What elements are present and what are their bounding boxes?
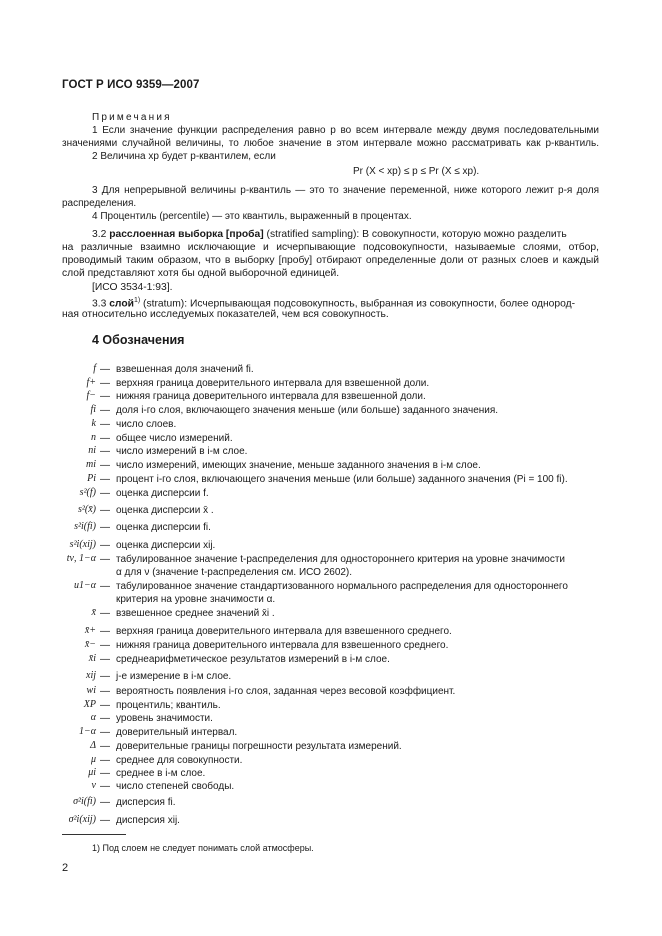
- symbol-definition: взвешенная доля значений fi.: [116, 364, 254, 375]
- symbol-definition: оценка дисперсии f.: [116, 488, 209, 499]
- symbol-dash: —: [100, 522, 110, 533]
- symbol-definition: критерия на уровне значимости α.: [116, 594, 276, 605]
- symbol-definition: оценка дисперсии xij.: [116, 540, 216, 551]
- symbol-definition: взвешенное среднее значений x̄i .: [116, 608, 275, 619]
- symbol-dash: —: [100, 686, 110, 697]
- symbol-dash: —: [100, 405, 110, 416]
- symbol-term: x̄−: [84, 639, 96, 650]
- note-4: 4 Процентиль (percentile) — это квантиль, выраженный в процентах.: [92, 211, 412, 222]
- symbol-dash: —: [100, 626, 110, 637]
- symbol-dash: —: [100, 433, 110, 444]
- symbol-definition: вероятность появления i-го слоя, заданная через весовой коэффициент.: [116, 686, 456, 697]
- symbol-definition: табулированное значение стандартизованного нормального распределения для одностороннего: [116, 581, 568, 592]
- symbol-term: α: [90, 712, 96, 723]
- document-header: ГОСТ Р ИСО 9359—2007: [62, 79, 200, 91]
- symbol-dash: —: [100, 700, 110, 711]
- symbol-definition: нижняя граница доверительного интервала для взвешенной доли.: [116, 391, 426, 402]
- section-heading: 4 Обозначения: [92, 333, 185, 347]
- symbol-dash: —: [100, 505, 110, 516]
- symbol-definition: среднеарифметическое результатов измерений в i-м слое.: [116, 654, 390, 665]
- symbol-definition: общее число измерений.: [116, 433, 233, 444]
- symbol-dash: —: [100, 581, 110, 592]
- symbol-definition: число измерений в i-м слое.: [116, 446, 248, 457]
- definition-3-2-line-3: проводимый таким образом, что в выборку [пробу] отбирают определенные доли от разных слоев и каждый: [62, 255, 599, 266]
- symbol-term: Δ: [90, 740, 96, 751]
- note-1-line-2: значениями случайной величины, то любое значение в этом интервале можно рассматривать как p-квантиль.: [62, 138, 599, 149]
- symbol-definition: доля i-го слоя, включающего значения меньше (или больше) заданного значения.: [116, 405, 499, 416]
- symbol-dash: —: [100, 727, 110, 738]
- symbol-term: tν, 1−α: [66, 553, 96, 564]
- symbol-dash: —: [100, 446, 110, 457]
- symbol-term: s²i(fi): [74, 521, 96, 532]
- symbol-dash: —: [100, 488, 110, 499]
- definition-3-3-line-2: ная относительно исследуемых показателей, чем вся совокупность.: [62, 309, 389, 320]
- symbol-dash: —: [100, 741, 110, 752]
- symbol-dash: —: [100, 460, 110, 471]
- symbol-term: x̄i: [88, 653, 96, 664]
- term-stratum: слой: [109, 298, 134, 310]
- symbol-definition: число степеней свободы.: [116, 781, 235, 792]
- symbol-term: σ²i(xij): [68, 814, 96, 825]
- symbol-definition: уровень значимости.: [116, 713, 213, 724]
- symbol-term: σ²i(fi): [73, 796, 96, 807]
- symbol-dash: —: [100, 815, 110, 826]
- symbol-term: wi: [86, 685, 96, 696]
- symbol-dash: —: [100, 474, 110, 485]
- note-1-line-1: 1 Если значение функции распределения равно p во всем интервале между двумя последовательными: [92, 125, 599, 136]
- symbol-term: n: [91, 432, 96, 443]
- definition-3-2-line-2: на различные взаимно исключающие и исчерпывающие подсовокупности, называемые слоями, отбор,: [62, 242, 599, 253]
- symbol-term: x̄: [91, 607, 96, 618]
- symbol-dash: —: [100, 654, 110, 665]
- symbol-term: f−: [86, 390, 96, 401]
- note-3-line-1: 3 Для непрерывной величины p-квантиль — это то значение переменной, ниже которого лежит p-я доля: [92, 185, 599, 196]
- symbol-definition: оценка дисперсии x̄ .: [116, 505, 214, 516]
- symbol-definition: число измерений, имеющих значение, меньше заданного значения в i-м слое.: [116, 460, 481, 471]
- symbol-dash: —: [100, 378, 110, 389]
- symbol-definition: среднее для совокупности.: [116, 755, 243, 766]
- symbol-term: μi: [88, 767, 96, 778]
- symbol-dash: —: [100, 713, 110, 724]
- page-number: 2: [62, 862, 69, 874]
- definition-3-2-line-4: слой представляют хотя бы одной выборочной единицей.: [62, 268, 340, 279]
- definition-3-2-reference: [ИСО 3534-1:93].: [92, 282, 173, 293]
- symbol-term: s²i(xij): [69, 539, 96, 550]
- symbol-term: ν: [91, 780, 96, 791]
- symbol-definition: дисперсия fi.: [116, 797, 176, 808]
- symbol-definition: α для ν (значение t-распределения см. ИСО 2602).: [116, 567, 353, 578]
- symbol-definition: среднее в i-м слое.: [116, 768, 206, 779]
- symbol-dash: —: [100, 755, 110, 766]
- symbol-dash: —: [100, 554, 110, 565]
- symbol-term: mi: [86, 459, 96, 470]
- symbol-definition: доверительные границы погрешности результата измерений.: [116, 741, 402, 752]
- symbol-term: μ: [90, 754, 96, 765]
- definition-3-2-line-1: 3.2 расслоенная выборка [проба] (stratified sampling): В совокупности, которую можно разделить: [92, 229, 567, 240]
- symbol-term: xij: [86, 670, 96, 681]
- symbol-dash: —: [100, 671, 110, 682]
- symbol-definition: процентиль; квантиль.: [116, 700, 221, 711]
- symbol-dash: —: [100, 364, 110, 375]
- symbol-dash: —: [100, 797, 110, 808]
- symbol-definition: j-е измерение в i-м слое.: [116, 671, 232, 682]
- symbol-definition: табулированное значение t-распределения для одностороннего критерия на уровне значимости: [116, 554, 565, 565]
- symbol-term: 1−α: [79, 726, 96, 737]
- note-2: 2 Величина xp будет p-квантилем, если: [92, 151, 276, 162]
- symbol-term: XP: [83, 699, 96, 710]
- symbol-definition: процент i-го слоя, включающего значения меньше (или больше) заданного значения (Pi = 100 fi).: [116, 474, 568, 485]
- symbol-term: Pi: [87, 473, 96, 484]
- note-3-line-2: распределения.: [62, 198, 137, 209]
- symbol-definition: верхняя граница доверительного интервала для взвешенного среднего.: [116, 626, 452, 637]
- symbol-definition: число слоев.: [116, 419, 177, 430]
- symbol-definition: дисперсия xij.: [116, 815, 180, 826]
- symbol-dash: —: [100, 419, 110, 430]
- symbol-dash: —: [100, 640, 110, 651]
- symbol-dash: —: [100, 608, 110, 619]
- symbol-definition: верхняя граница доверительного интервала для взвешенной доли.: [116, 378, 430, 389]
- symbol-definition: доверительный интервал.: [116, 727, 238, 738]
- symbol-dash: —: [100, 540, 110, 551]
- symbol-term: s²(f): [79, 487, 96, 498]
- notes-title: Примечания: [92, 112, 172, 123]
- symbol-term: fi: [90, 404, 96, 415]
- symbol-term: x̄+: [84, 625, 96, 636]
- symbol-dash: —: [100, 391, 110, 402]
- footnote-separator: [62, 834, 126, 835]
- symbol-definition: оценка дисперсии fi.: [116, 522, 211, 533]
- symbol-dash: —: [100, 768, 110, 779]
- symbol-term: s²(x̄): [78, 504, 96, 515]
- symbol-term: ni: [88, 445, 96, 456]
- symbol-term: f+: [86, 377, 96, 388]
- symbol-definition: нижняя граница доверительного интервала для взвешенного среднего.: [116, 640, 449, 651]
- footnote: 1) Под слоем не следует понимать слой атмосферы.: [92, 843, 314, 853]
- symbol-term: k: [91, 418, 96, 429]
- quantile-formula: Pr (X < xp) ≤ p ≤ Pr (X ≤ xp).: [353, 166, 480, 177]
- symbol-term: u1−α: [74, 580, 96, 591]
- term-stratified-sampling: расслоенная выборка [проба]: [109, 229, 264, 240]
- symbol-term: f: [93, 363, 96, 374]
- symbol-dash: —: [100, 781, 110, 792]
- definition-3-3-line-1: 3.3 слой$^{1)}$ (stratum): Исчерпывающая подсовокупность, выбранная из совокупности, более однород-: [92, 297, 576, 310]
- footnote-marker: 1): [133, 297, 141, 304]
